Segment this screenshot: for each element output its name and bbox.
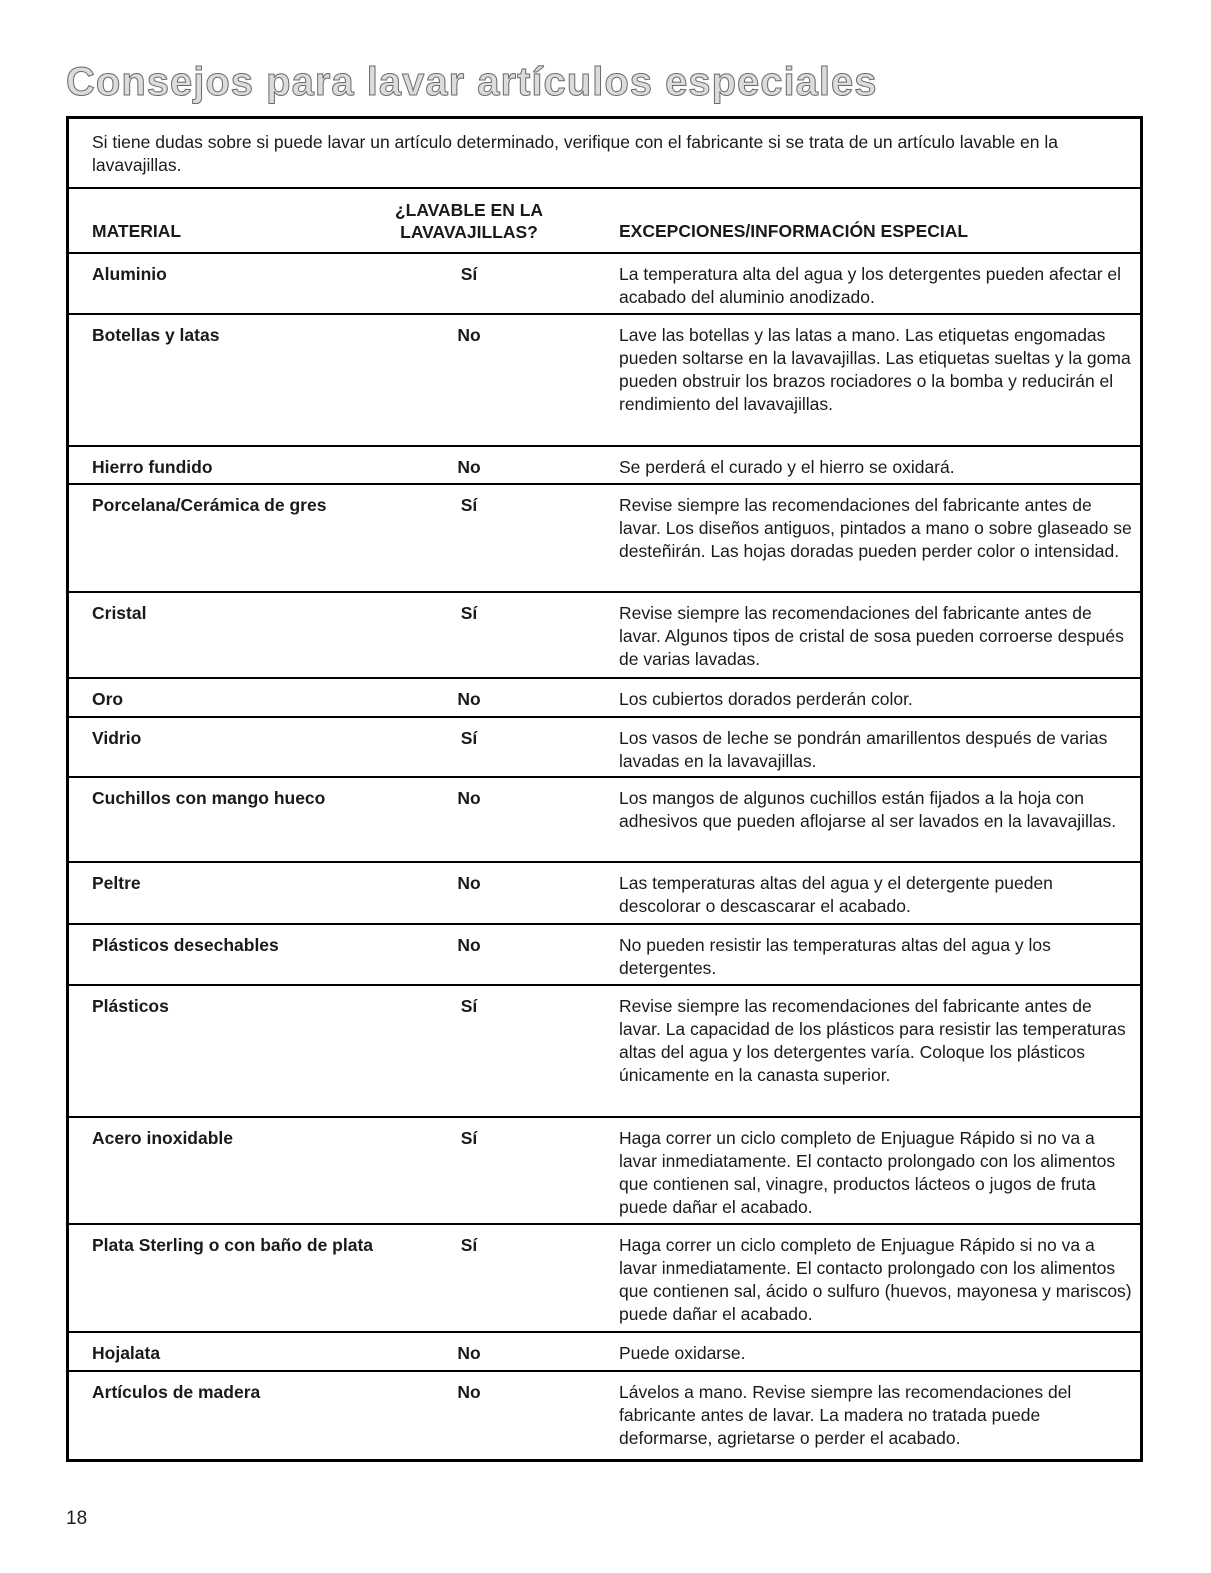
row-info: Revise siempre las recomendaciones del fabricante antes de lavar. La capacidad de los plásticos para resistir las temperaturas altas del agua y los detergentes varía. Coloque los plásticos únicamente en la canasta superior. (619, 996, 1126, 1085)
row-material: Hojalata (92, 1343, 161, 1363)
row-material: Plásticos (92, 996, 169, 1016)
row-info: Haga correr un ciclo completo de Enjuague Rápido si no va a lavar inmediatamente. El contacto prolongado con los alimentos que contienen sal, ácido o sulfuro (huevos, mayonesa y mariscos) puede dañar el acabado. (619, 1235, 1132, 1324)
row-info: Los mangos de algunos cuchillos están fijados a la hoja con adhesivos que pueden aflojarse al ser lavados en la lavavajillas. (619, 788, 1117, 831)
header-exceptions: EXCEPCIONES/INFORMACIÓN ESPECIAL (619, 221, 969, 241)
row-lavable: Sí (460, 1128, 478, 1148)
row-info: No pueden resistir las temperaturas altas del agua y los detergentes. (619, 935, 1051, 978)
table-row (69, 447, 1140, 485)
table-row (69, 986, 1140, 1118)
row-lavable: Sí (460, 1235, 478, 1255)
table-row (69, 254, 1140, 315)
row-info: La temperatura alta del agua y los detergentes pueden afectar el acabado del aluminio anodizado. (619, 264, 1122, 307)
intro-text: Si tiene dudas sobre si puede lavar un artículo determinado, verifique con el fabricante si se trata de un artículo lavable en la lavavajillas. (69, 119, 1140, 189)
table-row (69, 1372, 1140, 1464)
row-lavable: No (457, 1343, 481, 1363)
table-header (69, 189, 1140, 254)
row-material: Plata Sterling o con baño de plata (92, 1235, 374, 1255)
row-info: Haga correr un ciclo completo de Enjuague Rápido si no va a lavar inmediatamente. El contacto prolongado con los alimentos que contienen sal, vinagre, productos lácteos o jugos de fruta puede dañar el acabado. (619, 1128, 1116, 1217)
row-lavable: Sí (460, 728, 478, 748)
row-info: Lave las botellas y las latas a mano. Las etiquetas engomadas pueden soltarse en la lavavajillas. Las etiquetas sueltas y la goma pueden obstruir los brazos rociadores o la bomba y reducirán el rendimiento del lavavajillas. (619, 325, 1131, 414)
table-row (69, 1118, 1140, 1225)
row-lavable: No (457, 325, 481, 345)
page-title: Consejos para lavar artículos especiales (66, 60, 878, 104)
table-row (69, 1225, 1140, 1333)
row-lavable: No (457, 1382, 481, 1402)
table-row (69, 778, 1140, 863)
page-number: 18 (66, 1508, 88, 1529)
row-material: Porcelana/Cerámica de gres (92, 495, 327, 515)
row-lavable: Sí (460, 996, 478, 1016)
row-lavable: Sí (460, 603, 478, 623)
table-row (69, 1333, 1140, 1372)
table-row (69, 593, 1140, 679)
row-lavable: No (457, 935, 481, 955)
row-material: Plásticos desechables (92, 935, 279, 955)
row-info: Se perderá el curado y el hierro se oxidará. (619, 457, 955, 477)
row-info: Revise siempre las recomendaciones del fabricante antes de lavar. Los diseños antiguos, pintados a mano o sobre glaseado se desteñirán. Las hojas doradas pueden perder color o intensidad. (619, 495, 1132, 561)
header-lavable (339, 199, 599, 243)
row-material: Artículos de madera (92, 1382, 261, 1402)
row-lavable: No (457, 873, 481, 893)
table-row (69, 718, 1140, 778)
special-items-table (66, 116, 1143, 1462)
row-info: Los vasos de leche se pondrán amarillentos después de varias lavadas en la lavavajillas. (619, 728, 1108, 771)
row-material: Cristal (92, 603, 147, 623)
table-row (69, 863, 1140, 925)
row-material: Aluminio (92, 264, 167, 284)
row-info: Las temperaturas altas del agua y el detergente pueden descolorar o descascarar el acabado. (619, 873, 1053, 916)
row-lavable: No (457, 689, 481, 709)
row-material: Botellas y latas (92, 325, 220, 345)
table-row (69, 925, 1140, 986)
row-info: Los cubiertos dorados perderán color. (619, 689, 913, 709)
row-lavable: Sí (460, 495, 478, 515)
row-info: Revise siempre las recomendaciones del fabricante antes de lavar. Algunos tipos de cristal de sosa pueden corroerse después de varias lavadas. (619, 603, 1124, 669)
row-material: Oro (92, 689, 124, 709)
row-material: Vidrio (92, 728, 142, 748)
row-lavable: No (457, 788, 481, 808)
row-material: Cuchillos con mango hueco (92, 788, 326, 808)
row-lavable: Sí (460, 264, 478, 284)
row-material: Hierro fundido (92, 457, 213, 477)
row-material: Acero inoxidable (92, 1128, 234, 1148)
table-row (69, 485, 1140, 593)
table-row (69, 315, 1140, 447)
table-row (69, 679, 1140, 718)
row-info: Lávelos a mano. Revise siempre las recomendaciones del fabricante antes de lavar. La madera no tratada puede deformarse, agrietarse o perder el acabado. (619, 1382, 1072, 1448)
header-lavable-line1: ¿LAVABLE EN LA (394, 200, 544, 220)
header-lavable-line2: LAVAVAJILLAS? (400, 222, 538, 242)
row-lavable: No (457, 457, 481, 477)
row-info: Puede oxidarse. (619, 1343, 746, 1363)
header-material: MATERIAL (92, 221, 182, 241)
row-material: Peltre (92, 873, 141, 893)
